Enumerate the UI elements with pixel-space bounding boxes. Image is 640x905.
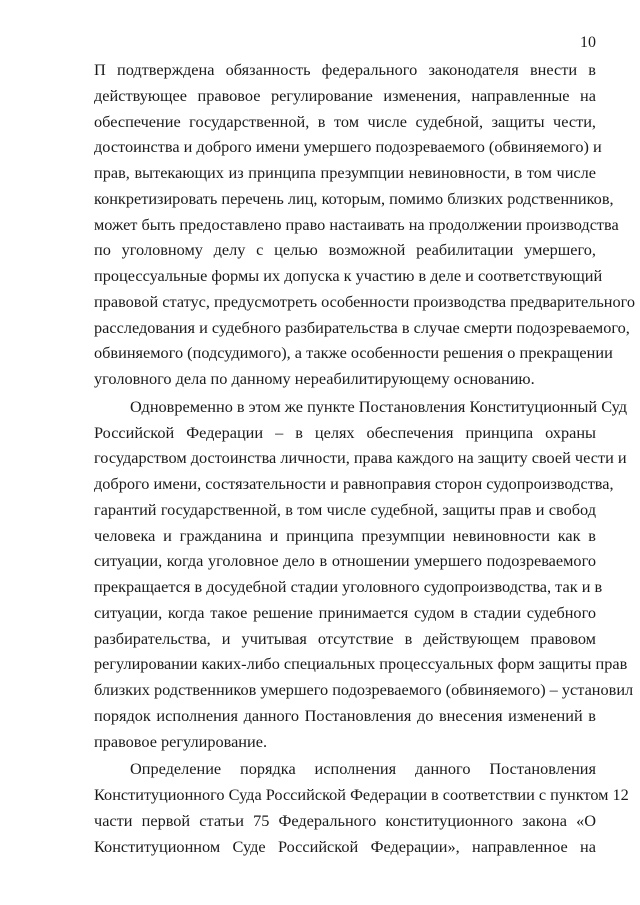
- text-line: правовой статус, предусмотреть особенности производства предварительного: [94, 291, 636, 311]
- text-line: процессуальные формы их допуска к участию в деле и соответствующий: [94, 266, 603, 285]
- text-line: порядок исполнения данного Постановления до внесения изменений в: [94, 705, 596, 725]
- text-line: регулировании каких-либо специальных процессуальных форм защиты прав: [94, 654, 628, 674]
- text-line: Российской Федерации – в целях обеспечения принципа охраны: [94, 422, 596, 442]
- text-line: конкретизировать перечень лиц, которым, помимо близких родственников,: [94, 188, 614, 208]
- text-line: ситуации, когда уголовное дело в отношении умершего подозреваемого: [94, 551, 596, 571]
- text-line: части первой статьи 75 Федерального конституционного закона «О: [94, 810, 596, 830]
- text-line: Конституционного Суда Российской Федерации в соответствии с пунктом 12: [94, 785, 629, 804]
- document-body: [94, 57, 636, 859]
- text-line: близких родственников умершего подозреваемого (обвиняемого) – установил: [94, 680, 634, 699]
- text-line: обвиняемого (подсудимого), а также особенности решения о прекращении: [94, 343, 613, 363]
- text-line-last: правовое регулирование.: [94, 731, 268, 751]
- text-line: Конституционном Суде Российской Федерации», направленное на: [94, 836, 596, 856]
- text-line: П подтверждена обязанность федерального законодателя внести в: [94, 60, 596, 79]
- text-line: прав, вытекающих из принципа презумпции невиновности, в том числе: [94, 163, 596, 182]
- text-line-last: уголовного дела по данному нереабилитирующему основанию.: [94, 369, 535, 388]
- text-line: гарантий государственной, в том числе судебной, защиты прав и свобод: [94, 499, 596, 519]
- text-line: обеспечение государственной, в том числе судебной, защиты чести,: [94, 111, 596, 131]
- text-line: разбирательства, и учитывая отсутствие в действующем правовом: [94, 628, 596, 648]
- text-line: прекращается в досудебной стадии уголовного судопроизводства, так и в: [94, 577, 603, 596]
- paragraph-first-line: Одновременно в этом же пункте Постановления Конституционный Суд: [130, 396, 628, 416]
- text-line: ситуации, когда такое решение принимается судом в стадии судебного: [94, 602, 596, 622]
- text-line: государством достоинства личности, права каждого на защиту своей чести и: [94, 448, 627, 468]
- text-line: по уголовному делу с целью возможной реабилитации умершего,: [94, 240, 596, 260]
- text-line: доброго имени, состязательности и равноправия сторон судопроизводства,: [94, 474, 614, 493]
- text-line: может быть предоставлено право настаивать на продолжении производства: [94, 214, 619, 234]
- text-line: человека и гражданина и принципа презумпции невиновности как в: [94, 525, 596, 545]
- text-line: действующее правовое регулирование изменения, направленные на: [94, 85, 596, 105]
- text-line: расследования и судебного разбирательства в случае смерти подозреваемого,: [94, 317, 630, 337]
- paragraph-first-line: Определение порядка исполнения данного Постановления: [130, 759, 596, 779]
- text-line: достоинства и доброго имени умершего подозреваемого (обвиняемого) и: [94, 137, 602, 157]
- page-number: 10: [580, 34, 596, 51]
